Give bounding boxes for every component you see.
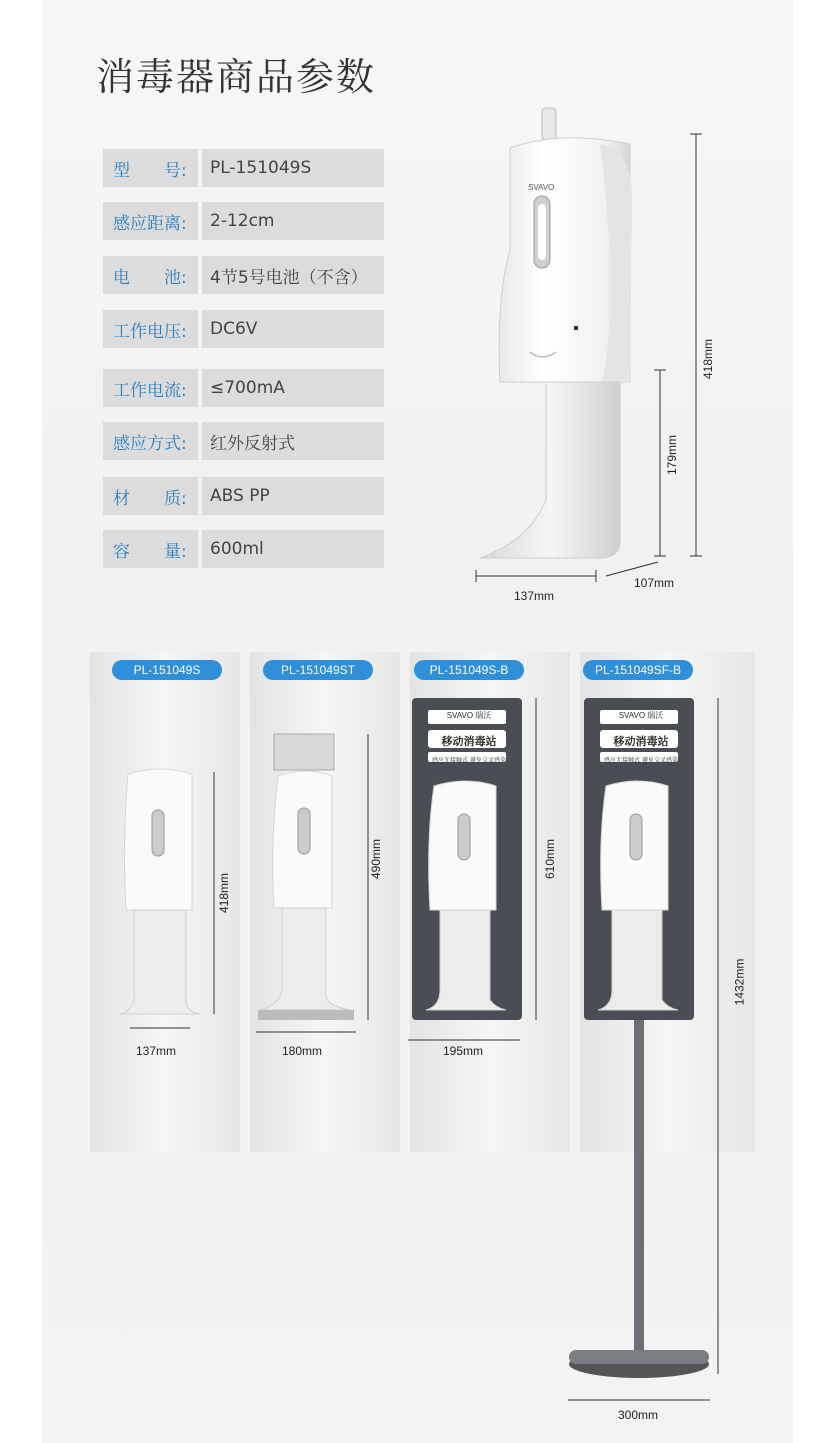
board-subline: 感应无接触式 避免交叉感染	[604, 757, 678, 764]
board-heading: 移动消毒站	[613, 735, 669, 748]
board-brand: SVAVO 瑞沃	[446, 711, 492, 720]
spec-key: 容 量:	[103, 530, 198, 568]
spec-row-model	[103, 149, 384, 187]
model-2-height: 490mm	[369, 838, 384, 880]
model-badge: PL-151049S-B	[414, 660, 524, 680]
page-title: 消毒器商品参数	[96, 55, 377, 99]
spec-value: 600ml	[202, 530, 384, 568]
variant-2-dispenser	[256, 734, 368, 1032]
variant-4-stand	[568, 698, 718, 1400]
model-badge: PL-151049ST	[263, 660, 373, 680]
spec-value: 红外反射式	[202, 422, 384, 460]
hero-dispenser-illustration	[470, 100, 740, 600]
model-1-width: 137mm	[136, 1044, 177, 1058]
spec-row-battery	[103, 256, 384, 294]
spec-key: 电 池:	[103, 256, 198, 294]
spec-key: 感应距离:	[103, 202, 198, 240]
spec-row-voltage	[103, 310, 384, 348]
board-brand: SVAVO 瑞沃	[618, 711, 664, 720]
model-1-height: 418mm	[217, 872, 232, 914]
board-heading: 移动消毒站	[441, 735, 497, 748]
spec-value: DC6V	[202, 310, 384, 348]
spec-key: 型 号:	[103, 149, 198, 187]
spec-key: 工作电压:	[103, 310, 198, 348]
spec-value: ABS PP	[202, 477, 384, 515]
spec-row-capacity	[103, 530, 384, 568]
model-badge: PL-151049SF-B	[583, 660, 693, 680]
model-2-width: 180mm	[282, 1044, 323, 1058]
hero-width-label: 137mm	[514, 589, 555, 603]
spec-key: 材 质:	[103, 477, 198, 515]
spec-row-sensing	[103, 422, 384, 460]
model-4-width: 300mm	[618, 1408, 659, 1422]
hero-depth-label: 107mm	[634, 576, 675, 590]
svg-text:SVAVO: SVAVO	[528, 183, 555, 192]
hero-tray-height-label: 179mm	[665, 434, 680, 476]
spec-key: 工作电流:	[103, 369, 198, 407]
model-3-height: 610mm	[543, 838, 558, 880]
board-subline: 感应无接触式 避免交叉感染	[432, 757, 506, 764]
variant-illustrations	[110, 690, 740, 1430]
hero-total-height-label: 418mm	[701, 338, 716, 380]
model-4-height: 1432mm	[732, 958, 747, 1006]
spec-value: PL-151049S	[202, 149, 384, 187]
variant-3-board	[408, 698, 536, 1040]
variant-1-dispenser	[120, 769, 214, 1028]
spec-value: 2-12cm	[202, 202, 384, 240]
spec-row-material	[103, 477, 384, 515]
spec-key: 感应方式:	[103, 422, 198, 460]
model-3-width: 195mm	[443, 1044, 484, 1058]
spec-value: ≤700mA	[202, 369, 384, 407]
spec-value: 4节5号电池（不含）	[202, 256, 384, 294]
model-badge: PL-151049S	[112, 660, 222, 680]
spec-row-current	[103, 369, 384, 407]
spec-row-range	[103, 202, 384, 240]
